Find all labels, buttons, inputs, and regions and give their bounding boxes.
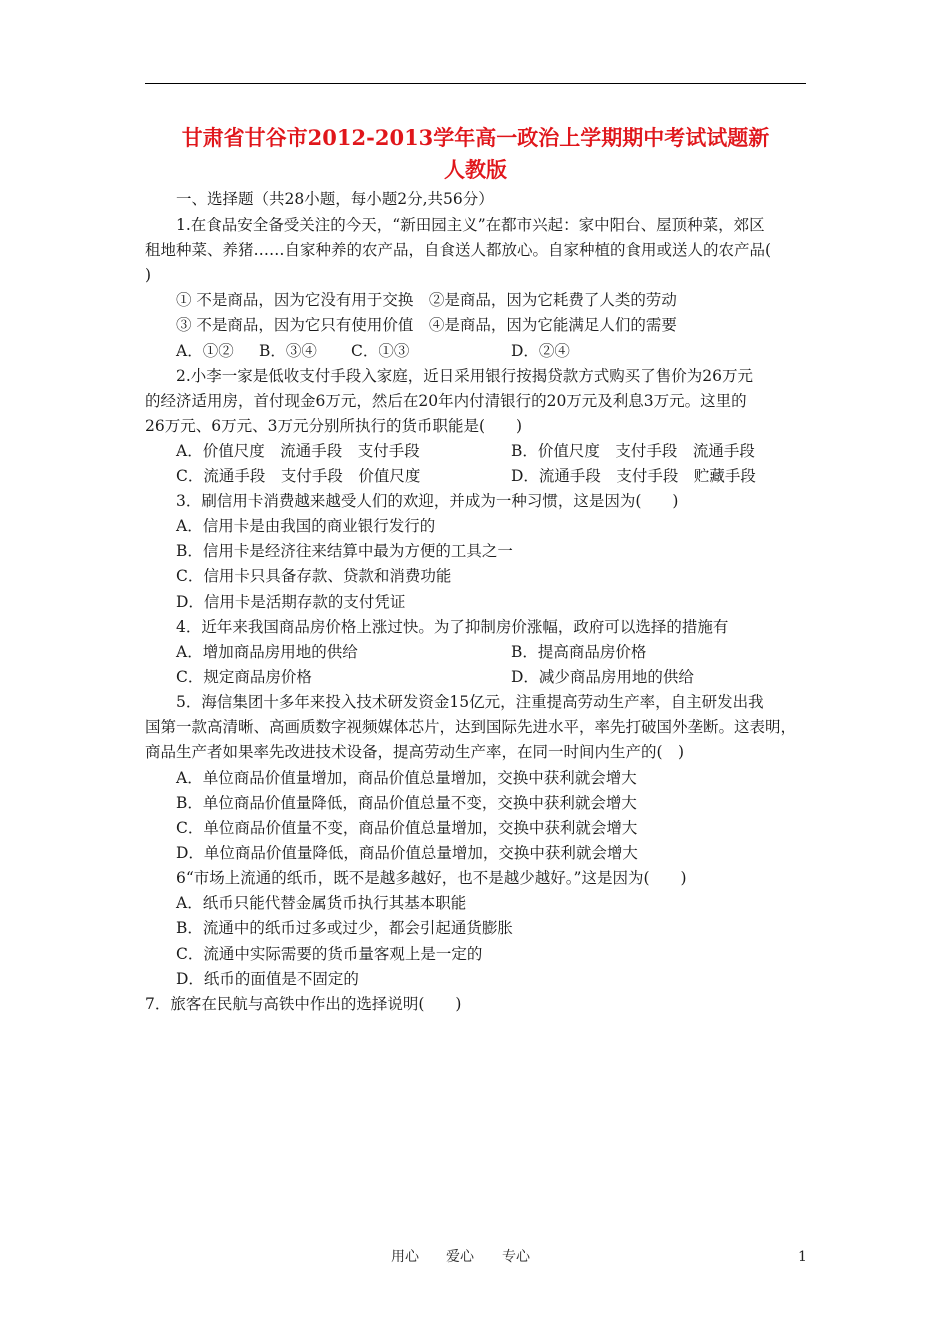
- q4-option-c: C．规定商品房价格: [176, 668, 312, 686]
- q4-option-d: D．减少商品房用地的供给: [511, 668, 694, 686]
- q5-option-a: A．单位商品价值量增加，商品价值总量增加，交换中获利就会增大: [176, 769, 637, 787]
- q6-option-d: D．纸币的面值是不固定的: [176, 970, 359, 988]
- q6-option-b: B．流通中的纸币过多或过少，都会引起通货膨胀: [176, 919, 513, 937]
- document-title-line-1: 甘肃省甘谷市2012-2013学年高一政治上学期期中考试试题新: [181, 125, 770, 150]
- q1-option-b: B．③④: [259, 342, 317, 360]
- q5-stem-line-1: 5．海信集团十多年来投入技术研发资金15亿元，注重提高劳动生产率，自主研发出我: [176, 693, 764, 711]
- footer-word-1: 用心: [391, 1249, 419, 1265]
- q2-stem-line-3: 26万元、6万元、3万元分别所执行的货币职能是( ): [145, 417, 523, 435]
- q5-stem-line-3: 商品生产者如果率先改进技术设备，提高劳动生产率，在同一时间内生产的( ): [145, 743, 685, 761]
- page-number: 1: [798, 1249, 807, 1265]
- q5-option-b: B．单位商品价值量降低，商品价值总量不变，交换中获利就会增大: [176, 794, 637, 812]
- q4-stem: 4．近年来我国商品房价格上涨过快。为了抑制房价涨幅，政府可以选择的措施有: [176, 618, 729, 636]
- footer-word-2: 爱心: [446, 1249, 474, 1265]
- q5-option-c: C．单位商品价值量不变，商品价值总量增加，交换中获利就会增大: [176, 819, 638, 837]
- q4-option-b: B．提高商品房价格: [511, 643, 647, 661]
- q2-option-c: C．流通手段 支付手段 价值尺度: [176, 467, 421, 485]
- document-title-line-2: 人教版: [444, 157, 507, 182]
- q3-option-a: A．信用卡是由我国的商业银行发行的: [176, 517, 436, 535]
- q1-option-a: A．①②: [176, 342, 234, 360]
- q6-option-c: C．流通中实际需要的货币量客观上是一定的: [176, 945, 483, 963]
- q2-option-d: D．流通手段 支付手段 贮藏手段: [511, 467, 756, 485]
- footer-word-3: 专心: [502, 1249, 530, 1265]
- q6-stem: 6“市场上流通的纸币，既不是越多越好，也不是越少越好。”这是因为( ): [176, 869, 687, 887]
- q3-option-b: B．信用卡是经济往来结算中最为方便的工具之一: [176, 542, 513, 560]
- q1-statement-2: ③ 不是商品，因为它只有使用价值 ④是商品，因为它能满足人们的需要: [176, 316, 677, 334]
- section-heading: 一、选择题（共28小题，每小题2分,共56分）: [176, 190, 494, 208]
- q3-stem: 3．刷信用卡消费越来越受人们的欢迎，并成为一种习惯，这是因为( ): [176, 492, 679, 510]
- q6-option-a: A．纸币只能代替金属货币执行其基本职能: [176, 894, 467, 912]
- q3-option-c: C．信用卡只具备存款、贷款和消费功能: [176, 567, 452, 585]
- q2-option-a: A．价值尺度 流通手段 支付手段: [176, 442, 420, 460]
- q2-option-b: B．价值尺度 支付手段 流通手段: [511, 442, 755, 460]
- q4-option-a: A．增加商品房用地的供给: [176, 643, 358, 661]
- q1-option-c: C．①③: [351, 342, 410, 360]
- q2-stem-line-2: 的经济适用房，首付现金6万元，然后在20年内付清银行的20万元及利息3万元。这里的: [145, 392, 747, 410]
- q5-option-d: D．单位商品价值量降低，商品价值总量增加，交换中获利就会增大: [176, 844, 638, 862]
- q5-stem-line-2: 国第一款高清晰、高画质数字视频媒体芯片，达到国际先进水平，率先打破国外垄断。这表明，: [145, 718, 797, 736]
- q1-stem-line-1: 1.在食品安全备受关注的今天，“新田园主义”在都市兴起：家中阳台、屋顶种菜，郊区: [176, 216, 765, 234]
- header-rule: [145, 83, 806, 84]
- q1-option-d: D．②④: [511, 342, 570, 360]
- q1-statement-1: ① 不是商品，因为它没有用于交换 ②是商品，因为它耗费了人类的劳动: [176, 291, 677, 309]
- q1-stem-line-3: ): [145, 266, 152, 284]
- q3-option-d: D．信用卡是活期存款的支付凭证: [176, 593, 406, 611]
- q7-stem: 7．旅客在民航与高铁中作出的选择说明( ): [145, 995, 462, 1013]
- q2-stem-line-1: 2.小李一家是低收支付手段入家庭，近日采用银行按揭贷款方式购买了售价为26万元: [176, 367, 754, 385]
- q1-stem-line-2: 租地种菜、养猪……自家种养的农产品，自食送人都放心。自家种植的食用或送人的农产品(: [145, 241, 772, 259]
